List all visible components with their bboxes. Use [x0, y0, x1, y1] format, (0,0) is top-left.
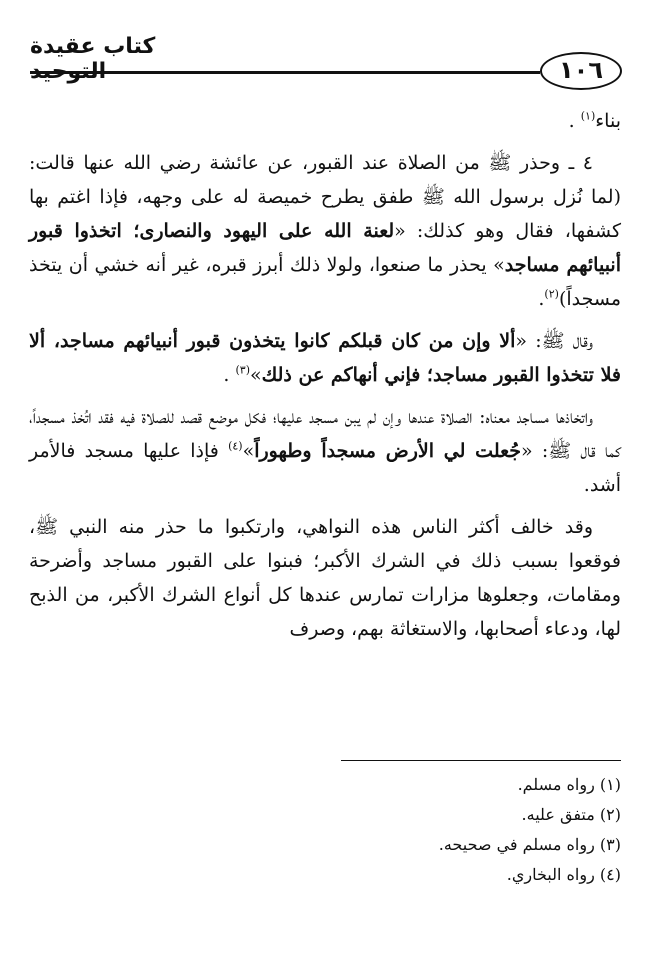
page-header: [0, 30, 651, 90]
paragraph-2: [29, 324, 621, 392]
header-rule: [30, 71, 540, 74]
footnote-item: [29, 770, 621, 800]
footnote-ref-3: (٣): [235, 363, 250, 377]
running-title: كتاب عقيدة التوحيد: [30, 34, 156, 84]
paragraph-text: وقد خالف أكثر الناس هذه النواهي، وارتكبوا ما حذر منه النبي ﷺ، فوقعوا بسبب ذلك في الشرك الأكبر؛ فبنوا على القبور مساجد وأضرحة ومقامات، وجعلوها مزارات تمارس عندها كل أنواع الشرك الأكبر، من الذبح لها، ودعاء أصحابها، والاستغاثة بهم، وصرف: [29, 516, 621, 640]
footnote-number: (١): [599, 775, 621, 794]
footnote-text: رواه البخاري.: [506, 865, 595, 884]
paragraph-text: » يحذر ما صنعوا، ولولا ذلك أبرز قبره، غير أنه خشي أن يتخذ مسجداً): [29, 254, 621, 310]
paragraph-text: وقال ﷺ: «: [515, 330, 593, 352]
footnote-number: (٢): [599, 805, 621, 824]
hadith-quote: ألا وإن من كان قبلكم كانوا يتخذون قبور أنبيائهم مساجد، ألا فلا تتخذوا القبور مساجد؛ فإني أنهاكم عن ذلك: [29, 330, 621, 386]
hadith-quote: جُعلت لي الأرض مسجداً وطهوراً: [254, 440, 522, 462]
footnote-item: [29, 800, 621, 830]
footnote-ref-2: (٢): [544, 287, 559, 301]
paragraph-1: [29, 146, 621, 316]
paragraph-3: [29, 400, 621, 502]
footnotes: [29, 770, 621, 890]
paragraph-4: [29, 510, 621, 646]
footnote-text: رواه مسلم.: [517, 775, 595, 794]
footnote-separator: [341, 760, 621, 761]
paragraph-0: [29, 104, 621, 138]
paragraph-end: .: [538, 288, 545, 310]
footnote-ref-4: (٤): [228, 439, 243, 453]
paragraph-text: فإذا عليها مسجد فالأمر أشد.: [29, 440, 621, 496]
paragraph-text: »: [242, 440, 255, 462]
paragraph-text: واتخاذها مساجد معناه: الصلاة عندها وإن لم يبن مسجد عليها؛ فكل موضع قصد للصلاة فيه فقد اتُخذ مسجداً، كما قال ﷺ: «: [29, 406, 621, 462]
paragraph-text: »: [249, 364, 262, 386]
page-number-badge: ١٠٦: [540, 52, 622, 90]
paragraph-end: .: [568, 110, 581, 132]
paragraph-text: ٤ ـ وحذر ﷺ من الصلاة عند القبور، عن عائشة رضي الله عنها قالت: (لما نُزل برسول الله ﷺ طفق يطرح خميصة له على وجهه، فإذا اغتم بها كشفها، فقال وهو كذلك: «: [29, 152, 621, 242]
footnote-item: [29, 830, 621, 860]
main-text: [29, 104, 621, 646]
footnote-item: [29, 860, 621, 890]
footnote-ref-1: (١): [580, 109, 596, 123]
hadith-quote: لعنة الله على اليهود والنصارى؛ اتخذوا قبور أنبيائهم مساجد: [29, 220, 622, 276]
footnote-number: (٣): [599, 835, 621, 854]
paragraph-text: بناء: [595, 110, 621, 132]
footnote-number: (٤): [599, 865, 621, 884]
footnote-text: رواه مسلم في صحيحه.: [438, 835, 595, 854]
paragraph-end: .: [223, 364, 236, 386]
footnote-text: متفق عليه.: [521, 805, 595, 824]
